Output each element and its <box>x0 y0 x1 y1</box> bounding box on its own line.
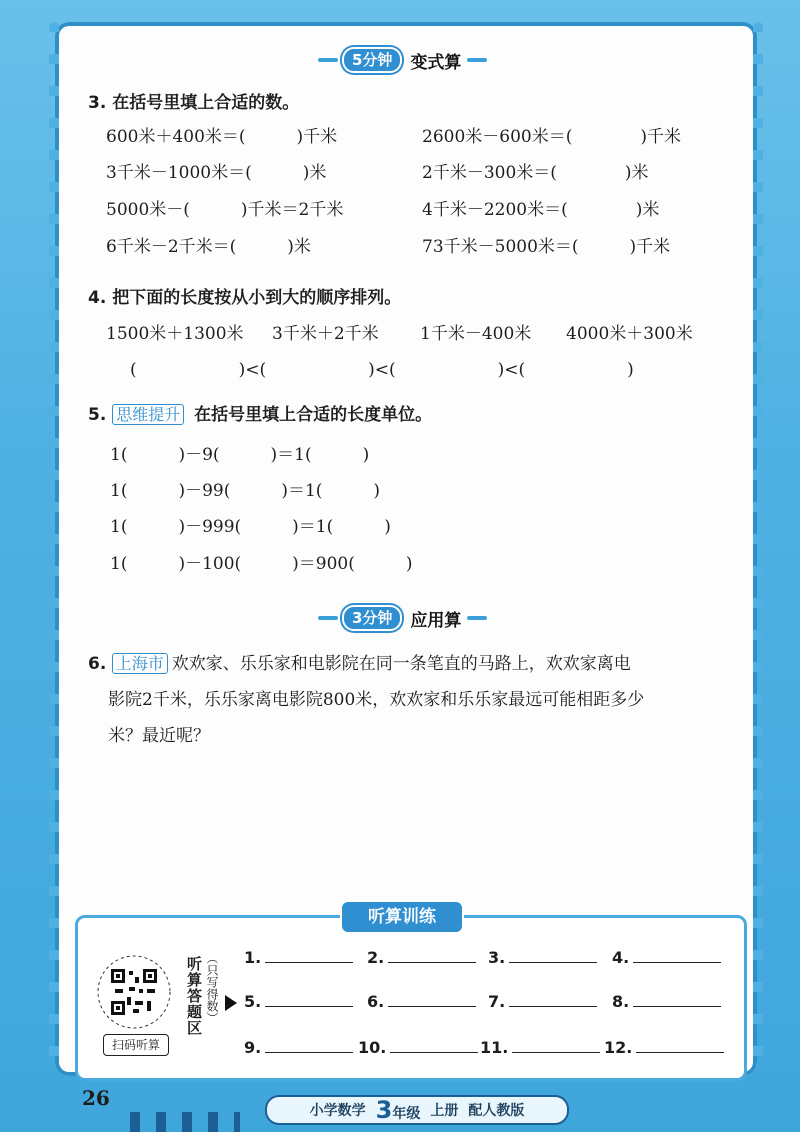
answer-blank-12[interactable] <box>604 1038 724 1057</box>
q3-item-4: 2千米－300米＝( )米 <box>422 163 649 183</box>
blank-line <box>512 1038 600 1053</box>
question-4-prompt: 4. 把下面的长度按从小到大的顺序排列。 <box>88 288 402 308</box>
q3-item-1: 600米＋400米＝( )千米 <box>106 127 338 147</box>
q4-item-2: 3千米＋2千米 <box>272 324 379 344</box>
blank-label: 12. <box>604 1038 633 1057</box>
blank-label: 5. <box>244 992 262 1011</box>
answer-blank-8[interactable] <box>612 992 721 1011</box>
blank-label: 10. <box>358 1038 387 1057</box>
book-footer <box>265 1095 569 1125</box>
banner-line-right <box>467 616 487 620</box>
footer-grade-suffix: 年级 <box>392 1106 421 1122</box>
answer-blank-11[interactable] <box>480 1038 600 1057</box>
section-banner-2 <box>318 604 487 632</box>
blank-line <box>633 992 721 1007</box>
q4-item-1: 1500米＋1300米 <box>106 324 244 344</box>
footer-volume: 上册 <box>430 1103 459 1119</box>
q3-item-5: 5000米－( )千米＝2千米 <box>106 200 344 220</box>
q4-order-line: ( )<( )<( )<( ) <box>130 360 634 380</box>
q5-item-2: 1( )－99( )＝1( ) <box>110 481 381 501</box>
blank-line <box>509 992 597 1007</box>
question-6 <box>88 646 738 754</box>
q6-tag: 上海市 <box>112 653 168 674</box>
banner-line-right <box>467 58 487 62</box>
q4-item-4: 4000米＋300米 <box>566 324 693 344</box>
answer-area-note: （只写得数） <box>205 952 219 1024</box>
blank-line <box>636 1038 724 1053</box>
banner-line-left <box>318 616 338 620</box>
blank-line <box>388 992 476 1007</box>
blank-label: 1. <box>244 948 262 967</box>
q3-item-7: 6千米－2千米＝( )米 <box>106 237 311 257</box>
blank-label: 4. <box>612 948 630 967</box>
q5-item-1: 1( )－9( )＝1( ) <box>110 445 370 465</box>
blank-line <box>633 948 721 963</box>
answer-blank-4[interactable] <box>612 948 721 967</box>
qr-code-icon[interactable] <box>97 955 171 1029</box>
q3-item-8: 73千米－5000米＝( )千米 <box>422 237 671 257</box>
footer-edition: 配人教版 <box>468 1103 525 1119</box>
blank-label: 2. <box>367 948 385 967</box>
q6-line-3: 米？最近呢？ <box>108 726 210 746</box>
blank-line <box>265 992 353 1007</box>
timer-badge-1: 5分钟 <box>342 47 402 73</box>
blank-label: 6. <box>367 992 385 1011</box>
timer-badge-2: 3分钟 <box>342 605 402 631</box>
section-title-1: 变式算 <box>410 52 462 73</box>
blank-label: 7. <box>488 992 506 1011</box>
q6-number: 6. <box>88 654 107 674</box>
blank-line <box>265 1038 353 1053</box>
section-banner-1 <box>318 46 487 74</box>
answer-blank-10[interactable] <box>358 1038 478 1057</box>
answer-blank-1[interactable] <box>244 948 353 967</box>
blank-label: 11. <box>480 1038 509 1057</box>
q5-text: 在括号里填上合适的长度单位。 <box>194 405 433 425</box>
answer-blank-7[interactable] <box>488 992 597 1011</box>
decorative-stripes <box>130 1112 240 1132</box>
footer-grade: 3 <box>375 1096 393 1124</box>
arrow-right-icon <box>225 995 237 1011</box>
blank-line <box>388 948 476 963</box>
answer-area-label: 听算答题区 <box>185 956 203 1036</box>
question-5-prompt <box>88 400 432 425</box>
q5-number: 5. <box>88 405 107 425</box>
q3-item-3: 3千米－1000米＝( )米 <box>106 163 327 183</box>
q4-item-3: 1千米－400米 <box>420 324 532 344</box>
question-3-prompt: 3. 在括号里填上合适的数。 <box>88 93 300 113</box>
answer-blank-6[interactable] <box>367 992 476 1011</box>
answer-blank-2[interactable] <box>367 948 476 967</box>
answer-blank-3[interactable] <box>488 948 597 967</box>
blank-line <box>509 948 597 963</box>
banner-line-left <box>318 58 338 62</box>
page-number: 26 <box>82 1086 110 1110</box>
answer-blank-5[interactable] <box>244 992 353 1011</box>
q6-line-2: 影院2千米，乐乐家离电影院800米，欢欢家和乐乐家最远可能相距多少 <box>108 690 645 710</box>
q5-tag: 思维提升 <box>112 404 184 425</box>
qr-scan-label[interactable]: 扫码听算 <box>103 1034 169 1056</box>
answer-blank-9[interactable] <box>244 1038 353 1057</box>
listening-title: 听算训练 <box>340 900 464 934</box>
blank-label: 9. <box>244 1038 262 1057</box>
section-title-2: 应用算 <box>410 610 462 631</box>
q3-item-6: 4千米－2200米＝( )米 <box>422 200 660 220</box>
q5-item-3: 1( )－999( )＝1( ) <box>110 517 391 537</box>
q6-line-1 <box>88 646 738 682</box>
blank-label: 3. <box>488 948 506 967</box>
blank-label: 8. <box>612 992 630 1011</box>
q3-item-2: 2600米－600米＝( )千米 <box>422 127 681 147</box>
blank-line <box>390 1038 478 1053</box>
q5-item-4: 1( )－100( )＝900( ) <box>110 554 413 574</box>
footer-subject: 小学数学 <box>309 1103 366 1119</box>
blank-line <box>265 948 353 963</box>
q6-text-1: 欢欢家、乐乐家和电影院在同一条笔直的马路上，欢欢家离电 <box>171 654 631 674</box>
